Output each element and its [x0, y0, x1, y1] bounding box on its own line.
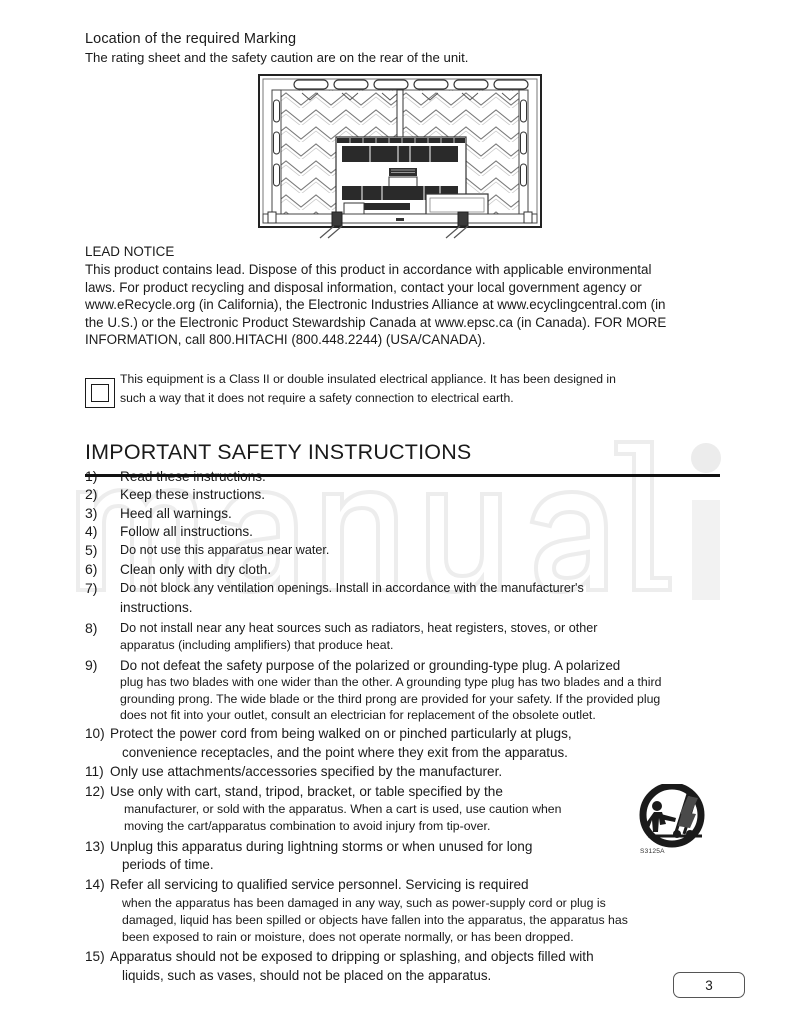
- lead-notice-title: LEAD NOTICE: [85, 244, 175, 259]
- list-item-number: 3): [85, 504, 98, 521]
- list-item-number: 9): [85, 656, 98, 673]
- section-header: [85, 30, 725, 67]
- list-item-continuation: liquids, such as vases, should not be placed on the apparatus.: [122, 968, 492, 984]
- list-item: [85, 783, 700, 836]
- list-item: [85, 542, 700, 559]
- list-item-text: Heed all warnings.: [120, 505, 232, 521]
- list-item-text: Do not block any ventilation openings. Install in accordance with the manufacturer's: [120, 581, 584, 596]
- page-title: Location of the required Marking: [85, 31, 297, 47]
- list-item-continuation: convenience receptacles, and the point where they exit from the apparatus.: [122, 745, 568, 761]
- class-ii-inner-square: [91, 384, 109, 402]
- list-item-text: Do not install near any heat sources such as radiators, heat registers, stoves, or other: [120, 620, 598, 635]
- list-item: [85, 876, 700, 946]
- list-item-text: Unplug this apparatus during lightning storms or when unused for long: [110, 838, 533, 854]
- list-item-continuation: plug has two blades with one wider than the other. A grounding type plug has two blades and a third grounding prong. The wide blade or the third prong are provided for your safety. If the provided plug does not fit into your outlet, consult an electrician for replacement of the obsolete outlet.: [120, 675, 662, 723]
- list-item-continuation: instructions.: [120, 599, 193, 615]
- tv-rear-panel-diagram: [258, 74, 542, 240]
- list-item-text: Protect the power cord from being walked on or pinched particularly at plugs,: [110, 726, 572, 742]
- list-item: [85, 657, 700, 724]
- list-item-text: Clean only with dry cloth.: [120, 562, 272, 578]
- class-ii-double-insulated-symbol: [85, 378, 119, 412]
- safety-instructions-list: [85, 468, 700, 985]
- list-item-text: Only use attachments/accessories specified by the manufacturer.: [110, 764, 503, 780]
- lead-notice-section: [85, 243, 685, 349]
- list-item-text: Do not use this apparatus near water.: [120, 542, 330, 557]
- list-item: [85, 505, 700, 522]
- list-item: [85, 486, 700, 503]
- page-number: 3: [705, 977, 713, 993]
- section-divider-rule: [85, 474, 720, 477]
- list-item-number: 12): [85, 783, 105, 799]
- list-item-continuation: manufacturer, or sold with the apparatus. When a cart is used, use caution when moving the cart/apparatus combination to avoid injury from tip-over.: [124, 802, 562, 834]
- list-item-number: 13): [85, 838, 105, 854]
- page-subtitle: The rating sheet and the safety caution are on the rear of the unit.: [85, 50, 469, 65]
- list-item-number: 10): [85, 726, 105, 742]
- list-item-number: 2): [85, 486, 98, 503]
- list-item-text: Refer all servicing to qualified service personnel. Servicing is required: [110, 877, 529, 893]
- list-item: [85, 523, 700, 540]
- list-item: [85, 561, 700, 578]
- list-item: [85, 580, 700, 616]
- page-number-box: [673, 972, 745, 998]
- list-item-continuation: periods of time.: [122, 857, 214, 873]
- list-item: [85, 620, 700, 654]
- class-ii-text: This equipment is a Class II or double insulated electrical appliance. It has been designed in such a way that it does not require a safety connection to electrical earth.: [120, 372, 616, 405]
- list-item-number: 4): [85, 523, 98, 540]
- lead-notice-body: This product contains lead. Dispose of this product in accordance with applicable environmental laws. For product recycling and disposal information, contact your local government agency or www.eRecycle.org (in California), the Electronic Industries Alliance at www.ecyclingcentral.com (in the U.S.) or the Electronic Product Stewardship Canada at www.epsc.ca (in Canada). FOR MORE INFORMATION, call 800.HITACHI (800.448.2244) (USA/CANADA).: [85, 262, 667, 348]
- list-item-text: Apparatus should not be exposed to dripping or splashing, and objects filled with: [110, 949, 594, 965]
- list-item-continuation: apparatus (including amplifiers) that produce heat.: [120, 638, 394, 653]
- list-item: [85, 838, 700, 875]
- safety-instructions-heading: IMPORTANT SAFETY INSTRUCTIONS: [85, 440, 472, 464]
- list-item-number: 14): [85, 877, 105, 893]
- cart-tip-over-warning-icon: [632, 784, 718, 864]
- list-item-text: Use only with cart, stand, tripod, bracket, or table specified by the: [110, 783, 503, 799]
- class-ii-notice: [85, 368, 645, 412]
- list-item-number: 15): [85, 949, 105, 965]
- list-item-text: Follow all instructions.: [120, 524, 253, 540]
- list-item-number: 6): [85, 561, 98, 578]
- list-item-number: 11): [85, 764, 104, 780]
- tip-over-icon-code: S3125A: [640, 848, 665, 855]
- list-item: [85, 725, 700, 762]
- list-item: [85, 948, 700, 985]
- list-item: [85, 763, 700, 782]
- list-item-number: 5): [85, 541, 98, 558]
- list-item-text: Do not defeat the safety purpose of the polarized or grounding-type plug. A polarized: [120, 657, 621, 673]
- list-item-number: 8): [85, 619, 98, 636]
- list-item-number: 7): [85, 580, 98, 597]
- list-item-continuation: when the apparatus has been damaged in any way, such as power-supply cord or plug is damaged, liquid has been spilled or objects have fallen into the apparatus, the apparatus has been exposed to rain or moisture, does not operate normally, or has been dropped.: [122, 895, 628, 945]
- list-item-text: Keep these instructions.: [120, 487, 266, 503]
